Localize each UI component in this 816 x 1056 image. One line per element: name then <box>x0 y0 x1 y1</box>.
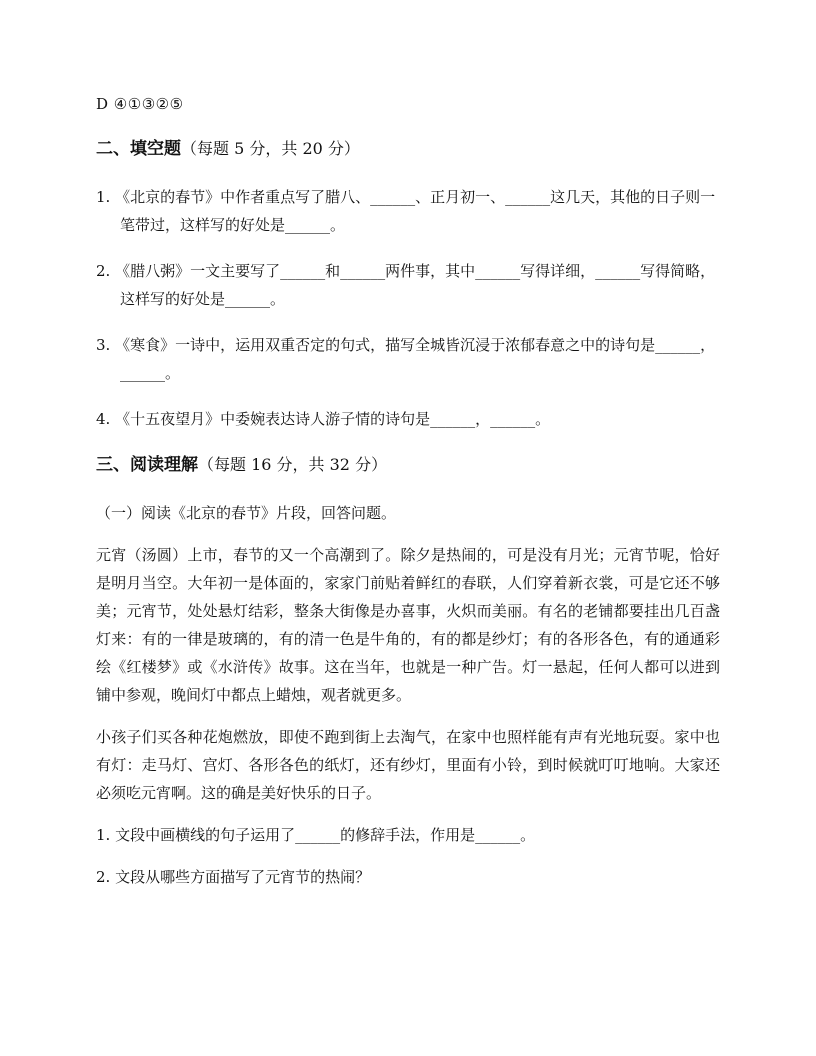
section-heading-reading <box>96 451 720 479</box>
section-title: 二、填空题 <box>96 139 181 159</box>
fill-blank-question-1: 1. 《北京的春节》中作者重点写了腊八、______、正月初一、______这几天，其他的日子则一笔带过，这样写的好处是______。 <box>96 188 716 234</box>
reading-part-title: （一）阅读《北京的春节》片段，回答问题。 <box>96 504 397 522</box>
reading-question-1: 1. 文段中画横线的句子运用了______的修辞手法，作用是______。 <box>96 826 536 844</box>
section-scoring: （每题 5 分，共 20 分） <box>181 139 360 158</box>
section-heading-fill-blank <box>96 135 720 163</box>
reading-paragraph-2: 小孩子们买各种花炮燃放，即使不跑到街上去淘气，在家中也照样能有声有光地玩耍。家中也有灯：走马灯、宫灯、各形各色的纸灯，还有纱灯，里面有小铃，到时候就叮叮地响。大家还必须吃元宵啊。这的确是美好快乐的日子。 <box>96 728 720 802</box>
reading-paragraph-1: 元宵（汤圆）上市，春节的又一个高潮到了。除夕是热闹的，可是没有月光；元宵节呢，恰好是明月当空。大年初一是体面的，家家门前贴着鲜红的春联，人们穿着新衣裳，可是它还不够美；元宵节，处处悬灯结彩，整条大街像是办喜事，火炽而美丽。有名的老铺都要挂出几百盏灯来：有的一律是玻璃的，有的清一色是牛角的，有的都是纱灯；有的各形各色，有的通通彩绘《红楼梦》或《水浒传》故事。这在当年，也就是一种广告。灯一悬起，任何人都可以进到铺中参观，晚间灯中都点上蜡烛，观者就更多。 <box>96 546 720 704</box>
fill-blank-question-2: 2. 《腊八粥》一文主要写了______和______两件事，其中______写得详细，______写得简略，这样写的好处是______。 <box>96 262 716 308</box>
option-d: D ④①③②⑤ <box>96 95 184 113</box>
section-title: 三、阅读理解 <box>96 455 198 475</box>
section-scoring: （每题 16 分，共 32 分） <box>198 455 388 474</box>
fill-blank-question-4: 4. 《十五夜望月》中委婉表达诗人游子情的诗句是______，______。 <box>96 410 551 428</box>
reading-question-2: 2. 文段从哪些方面描写了元宵节的热闹？ <box>96 868 371 886</box>
fill-blank-question-3: 3. 《寒食》一诗中，运用双重否定的句式，描写全城皆沉浸于浓郁春意之中的诗句是______，______。 <box>96 336 716 382</box>
